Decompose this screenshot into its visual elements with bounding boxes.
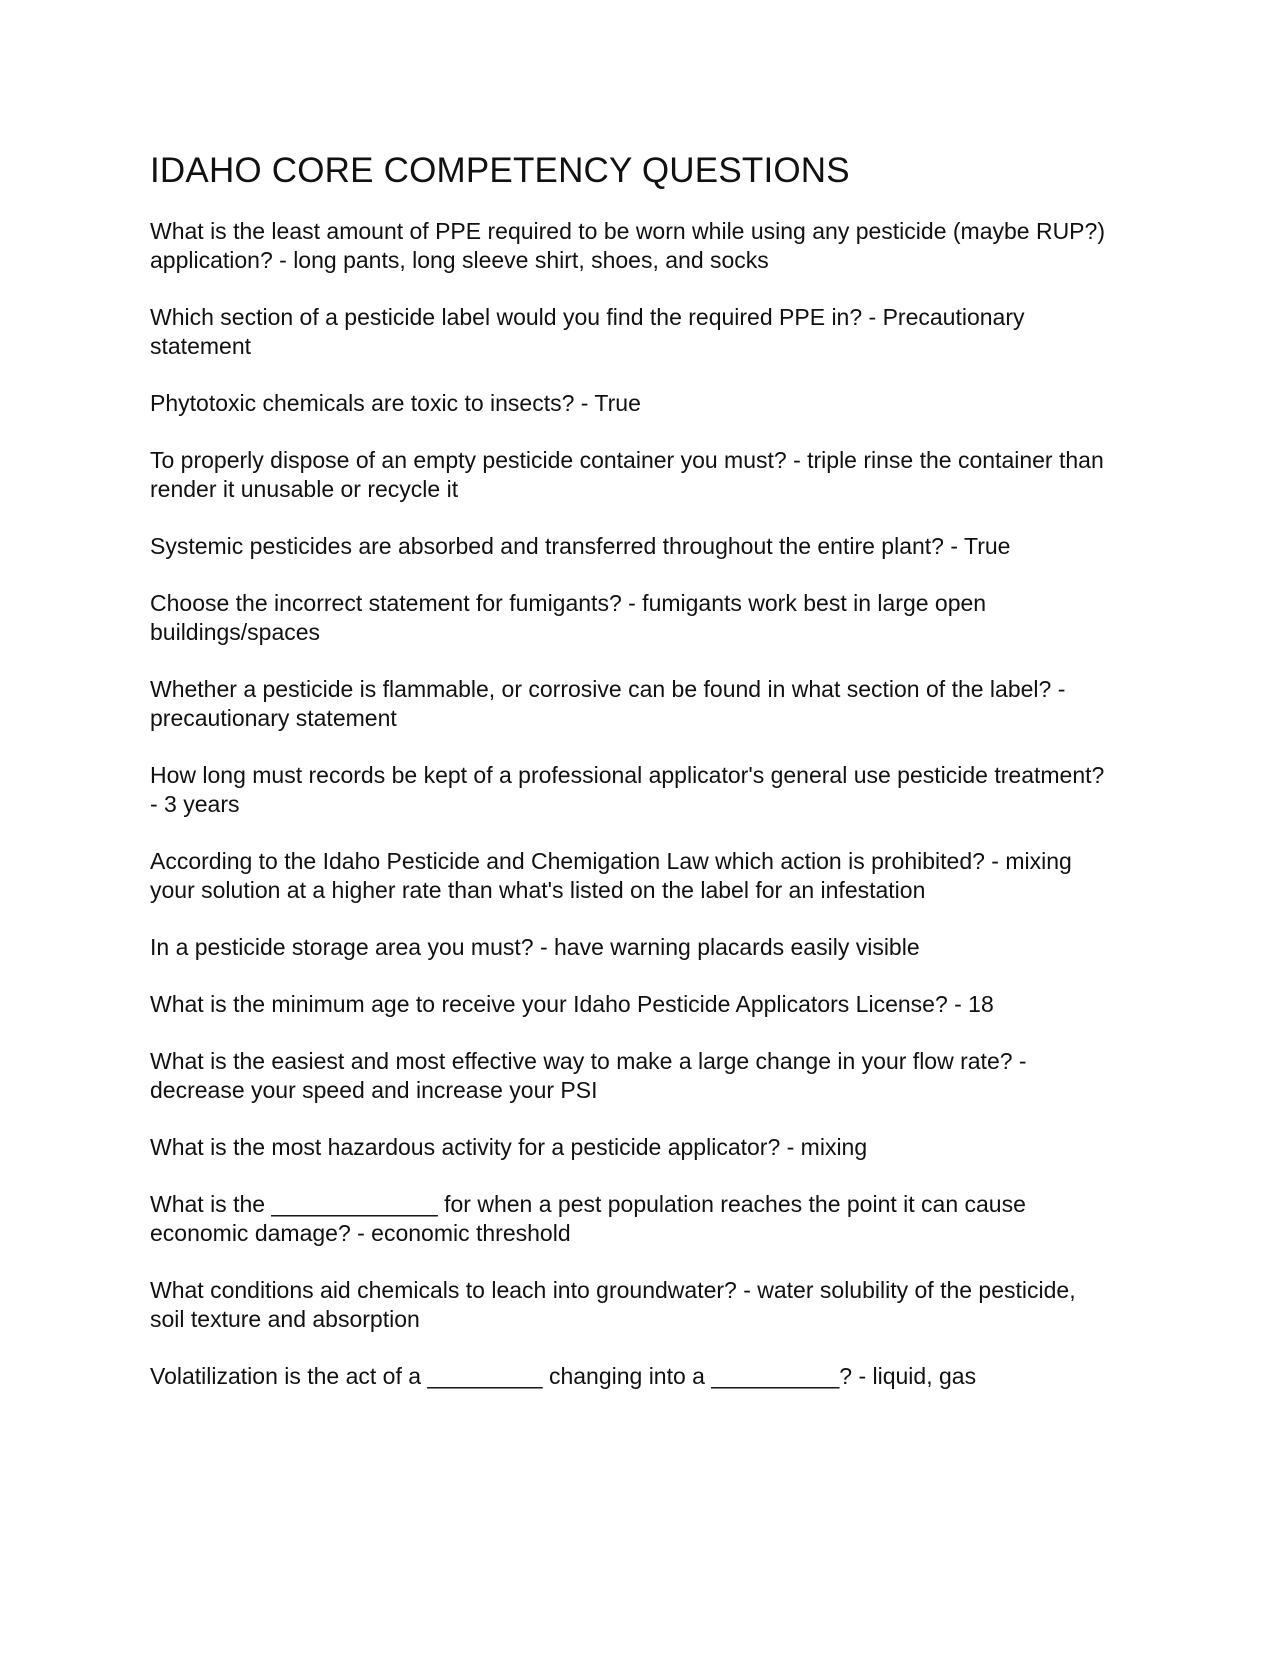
question-item: Which section of a pesticide label would you find the required PPE in? - Precautionary statement — [150, 304, 1025, 359]
question-item: How long must records be kept of a professional applicator's general use pesticide treatment? - 3 years — [150, 762, 1105, 817]
question-item: What is the most hazardous activity for a pesticide applicator? - mixing — [150, 1134, 868, 1160]
question-item: What is the _____________ for when a pest population reaches the point it can cause economic damage? - economic threshold — [150, 1191, 1026, 1246]
question-item: Volatilization is the act of a _________ changing into a __________? - liquid, gas — [150, 1363, 977, 1389]
question-item: In a pesticide storage area you must? - have warning placards easily visible — [150, 934, 920, 960]
question-item: What is the easiest and most effective way to make a large change in your flow rate? - decrease your speed and increase your PSI — [150, 1048, 1027, 1103]
question-item: To properly dispose of an empty pesticide container you must? - triple rinse the container than render it unusable or recycle it — [150, 447, 1104, 502]
question-list — [150, 217, 1110, 1391]
question-item: What is the least amount of PPE required to be worn while using any pesticide (maybe RUP?) application? - long pants, long sleeve shirt, shoes, and socks — [150, 218, 1105, 273]
document-title: IDAHO CORE COMPETENCY QUESTIONS — [150, 151, 850, 190]
question-item: What conditions aid chemicals to leach into groundwater? - water solubility of the pesticide, soil texture and absorption — [150, 1277, 1076, 1332]
question-item: Phytotoxic chemicals are toxic to insects? - True — [150, 390, 641, 416]
question-item: Whether a pesticide is flammable, or corrosive can be found in what section of the label? - precautionary statement — [150, 676, 1066, 731]
question-item: What is the minimum age to receive your Idaho Pesticide Applicators License? - 18 — [150, 991, 994, 1017]
question-item: According to the Idaho Pesticide and Chemigation Law which action is prohibited? - mixing your solution at a higher rate than what's listed on the label for an infestation — [150, 848, 1072, 903]
question-item: Systemic pesticides are absorbed and transferred throughout the entire plant? - True — [150, 533, 1011, 559]
question-item: Choose the incorrect statement for fumigants? - fumigants work best in large open buildings/spaces — [150, 590, 987, 645]
document-page — [150, 150, 1110, 1419]
